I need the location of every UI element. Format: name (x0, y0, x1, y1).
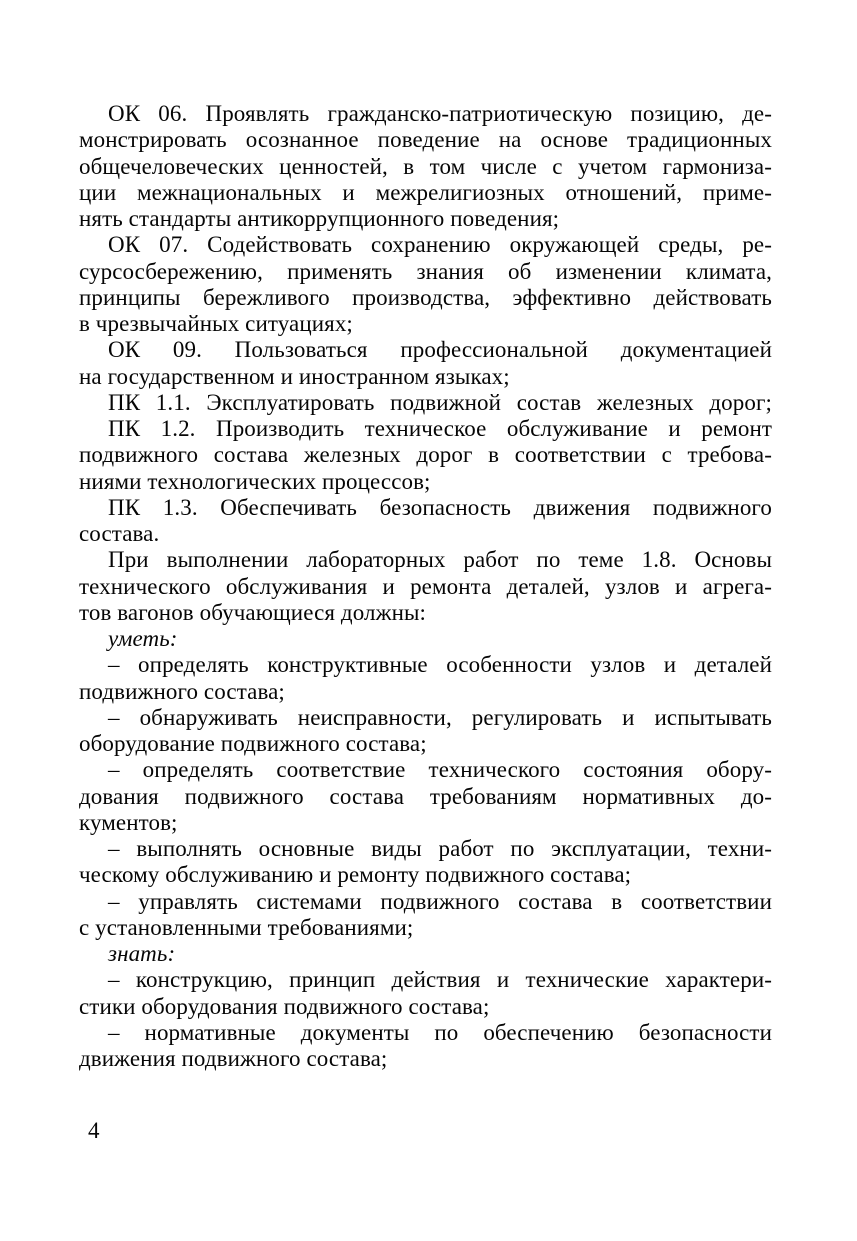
paragraph (79, 232, 772, 337)
text-line: знать: (108, 941, 176, 966)
paragraph (79, 416, 772, 495)
text-line: – определять соответствие технического состояния обору- (108, 757, 772, 783)
paragraph (79, 836, 772, 889)
text-line: сурсосбережению, применять знания об изменении климата, (79, 258, 772, 284)
text-line: ОК 09. Пользоваться профессиональной документацией (108, 337, 772, 363)
paragraph (79, 337, 772, 390)
paragraph (79, 390, 772, 416)
page-number: 4 (88, 1118, 100, 1143)
text-line: – нормативные документы по обеспечению безопасности (108, 1019, 772, 1045)
text-line: – конструкцию, принцип действия и технические характери- (108, 967, 772, 993)
text-line: нять стандарты антикоррупционного поведения; (79, 206, 560, 231)
text-line: дования подвижного состава требованиям нормативных до- (79, 783, 772, 809)
text-line: общечеловеческих ценностей, в том числе с учетом гармониза- (79, 153, 772, 179)
paragraph (79, 967, 772, 1020)
text-line: подвижного состава; (79, 678, 285, 704)
paragraph (79, 626, 772, 652)
text-line: в чрезвычайных ситуациях; (79, 311, 353, 336)
text-line: стики оборудования подвижного состава; (79, 993, 490, 1019)
paragraph (79, 547, 772, 626)
paragraph (79, 495, 772, 548)
text-line: подвижного состава железных дорог в соответствии с требова- (79, 442, 772, 468)
text-line: ОК 07. Содействовать сохранению окружающей среды, ре- (108, 232, 772, 258)
paragraph (79, 705, 772, 758)
text-line: технического обслуживания и ремонта деталей, узлов и агрега- (79, 573, 772, 599)
text-line: движения подвижного состава; (79, 1046, 388, 1071)
body-text-column (79, 101, 772, 1072)
text-line: – обнаруживать неисправности, регулировать и испытывать (108, 704, 772, 730)
text-line: При выполнении лабораторных работ по теме 1.8. Основы (108, 547, 772, 573)
text-line: состава. (79, 521, 160, 546)
paragraph (79, 1020, 772, 1073)
text-line: монстрировать осознанное поведение на основе традиционных (79, 127, 772, 153)
paragraph (79, 757, 772, 836)
text-line: ПК 1.3. Обеспечивать безопасность движения подвижного (108, 494, 772, 520)
text-line: ческому обслуживанию и ремонту подвижного состава; (79, 862, 632, 888)
text-line: кументов; (79, 809, 178, 835)
text-line: ции межнациональных и межрелигиозных отношений, приме- (79, 179, 772, 205)
text-line: оборудование подвижного состава; (79, 731, 427, 756)
text-line: – выполнять основные виды работ по эксплуатации, техни- (108, 836, 772, 861)
paragraph (79, 889, 772, 942)
text-line: – определять конструктивные особенности узлов и деталей (108, 652, 772, 678)
text-line: на государственном и иностранном языках; (79, 363, 510, 389)
text-line: принципы бережливого производства, эффективно действовать (79, 284, 772, 310)
text-line: ниями технологических процессов; (79, 468, 431, 494)
text-line: ОК 06. Проявлять гражданско-патриотическую позицию, де- (108, 101, 772, 126)
text-line: – управлять системами подвижного состава в соответствии (108, 888, 772, 914)
paragraph (79, 941, 772, 967)
paragraph (79, 101, 772, 232)
text-line: ПК 1.2. Производить техническое обслуживание и ремонт (108, 416, 772, 441)
text-line: тов вагонов обучающиеся должны: (79, 599, 427, 625)
text-line: с установленными требованиями; (79, 914, 414, 940)
text-line: ПК 1.1. Эксплуатировать подвижной состав железных дорог; (108, 389, 772, 415)
text-line: уметь: (108, 626, 178, 651)
paragraph (79, 652, 772, 705)
